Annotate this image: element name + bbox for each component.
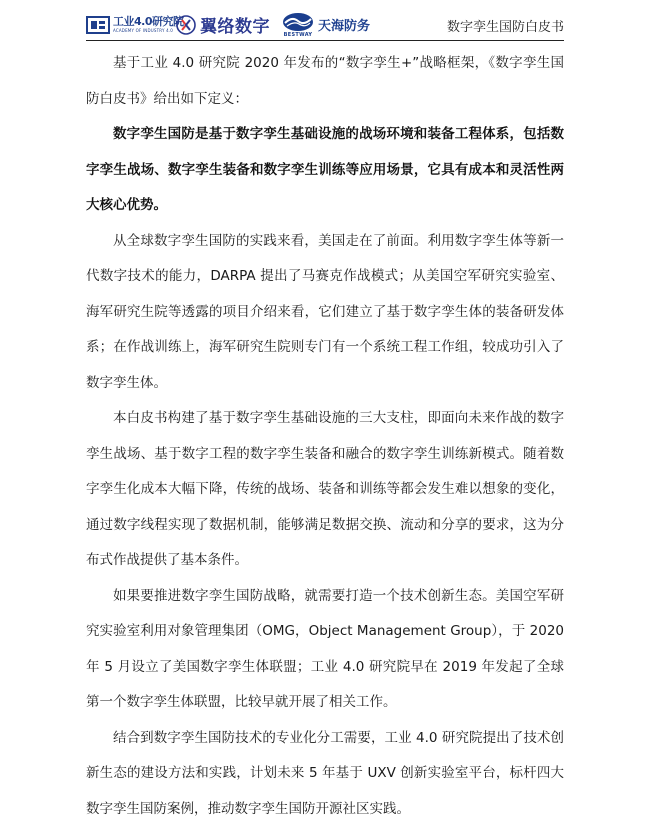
yiluo-logo-text: 翼络数字: [200, 17, 270, 37]
page-content: [86, 46, 564, 827]
paragraph-definition: 数字孪生国防是基于数字孪生基础设施的战场环境和装备工程体系，包括数字孪生战场、数字孪生装备和数字孪生训练等应用场景，它具有成本和灵活性两大核心优势。: [86, 126, 564, 213]
industry40-logo: [86, 8, 184, 41]
industry40-mark-icon: [86, 15, 110, 35]
tianhai-logo: [282, 8, 370, 41]
industry40-logo-subtext: ACADEMY OF INDUSTRY 4.0: [113, 28, 174, 33]
paragraph-intro: 基于工业 4.0 研究院 2020 年发布的“数字孪生+”战略框架，《数字孪生国防白皮书》给出如下定义：: [86, 55, 564, 107]
paragraph-global-practice: 从全球数字孪生国防的实践来看，美国走在了前面。利用数字孪生体等新一代数字技术的能力，DARPA 提出了马赛克作战模式；从美国空军研究实验室、海军研究生院等透露的项目介绍来看，它们建立了基于数字孪生体的装备研发体系；在作战训练上，海军研究生院则专门有一个系统工程工作组，较成功引入了数字孪生体。: [86, 232, 564, 391]
page-header: [86, 8, 564, 41]
paragraph-three-pillars: 本白皮书构建了基于数字孪生基础设施的三大支柱，即面向未来作战的数字孪生战场、基于数字工程的数字孪生装备和融合的数字孪生训练新模式。随着数字孪生化成本大幅下降，传统的战场、装备和训练等都会发生难以想象的变化，通过数字线程实现了数据机制，能够满足数据交换、流动和分享的要求，这为分布式作战提供了基本条件。: [86, 410, 564, 568]
paragraph-specialization: 结合到数字孪生国防技术的专业化分工需要，工业 4.0 研究院提出了技术创新生态的建设方法和实践，计划未来 5 年基于 UXV 创新实验室平台，标杆四大数字孪生国防案例，推动数字孪生国防开源社区实践。: [86, 729, 564, 817]
yiluo-logo: [176, 8, 270, 41]
industry40-logo-text: 工业4.0研究院: [113, 15, 184, 28]
tianhai-logo-text: 天海防务: [318, 19, 371, 34]
document-title: 数字孪生国防白皮书: [446, 20, 564, 35]
tianhai-logo-subtext: BESTWAY: [283, 31, 313, 38]
header-divider: [86, 40, 564, 41]
paragraph-innovation-ecosystem: 如果要推进数字孪生国防战略，就需要打造一个技术创新生态。美国空军研究实验室利用对象管理集团（OMG，Object Management Group），于 2020 年 5 月设立了美国数字孪生体联盟；工业 4.0 研究院早在 2019 年发起了全球第一个数字孪生体联盟，比较早就开展了相关工作。: [86, 587, 564, 710]
yiluo-mark-icon: [176, 15, 196, 35]
tianhai-mark-icon: [282, 12, 314, 32]
